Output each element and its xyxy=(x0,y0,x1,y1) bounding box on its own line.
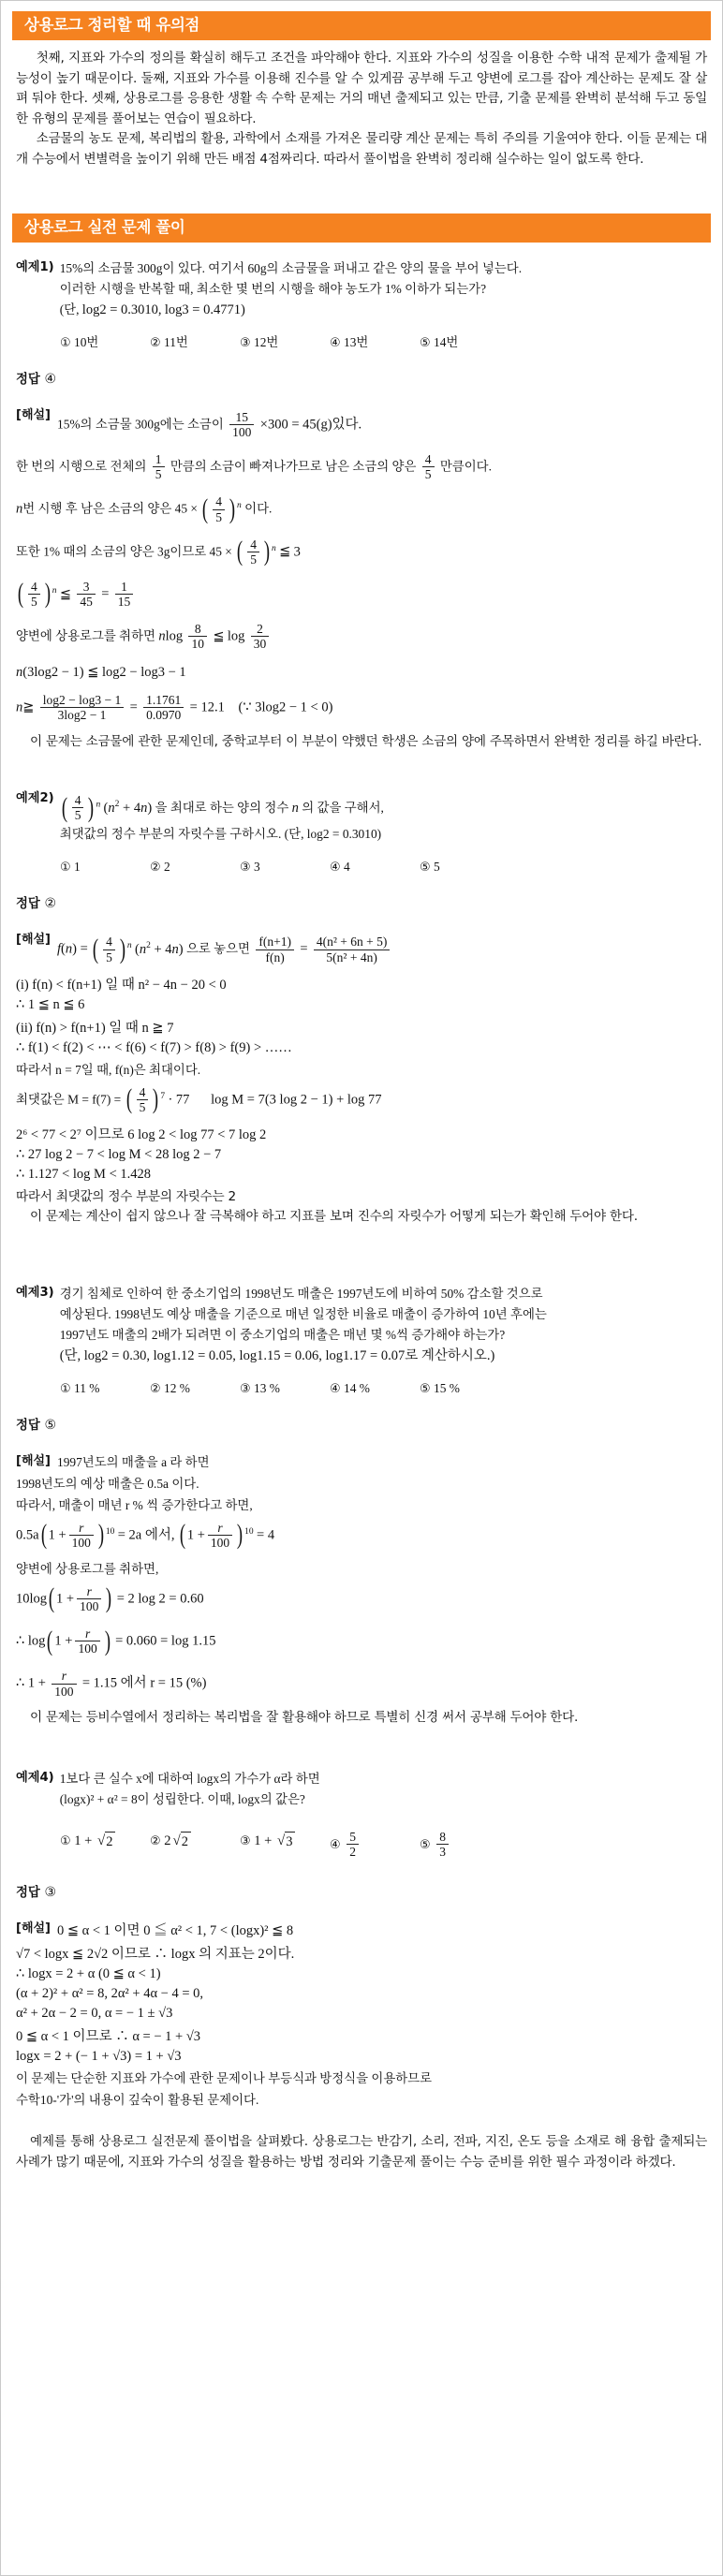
choice-item[interactable] xyxy=(60,333,150,353)
fraction-8-3: $\frac{8}{3}$ xyxy=(436,1830,449,1859)
choice-item[interactable]: ③ 1 + √3 xyxy=(240,1831,330,1860)
choice-item[interactable] xyxy=(240,1379,330,1399)
exponent-n: n xyxy=(237,501,242,511)
greater-equal-sign: ≧ xyxy=(22,700,35,715)
fraction-4-5: $\frac{4}{5}$ xyxy=(137,1085,149,1114)
example-2-sol-line-9: ∴ 27 log 2 − 7 < log M < 28 log 2 − 7 xyxy=(16,1146,222,1162)
choice-text: 3 xyxy=(254,860,260,875)
example-1-sol-line-4 xyxy=(16,532,707,574)
choice-text: 14번 xyxy=(434,335,459,349)
choice-text: 4 xyxy=(344,860,350,875)
sqrt-icon: √2 xyxy=(96,1831,115,1850)
example-4-sol-line-3: ∴ logx = 2 + α (0 ≦ α < 1) xyxy=(16,1966,161,1982)
sol-text: · 77 xyxy=(168,1092,190,1108)
choice-text: 14 % xyxy=(344,1380,370,1395)
fraction-log-expr: $\frac{\log 2 - \log 3 - 1}{3\log 2 - 1}$ xyxy=(40,693,124,722)
example-1-sol-line-5 xyxy=(16,574,707,616)
sol-text: 3 xyxy=(293,544,301,560)
choice-number: ③ xyxy=(240,336,251,350)
example-1-solution-label: [해설] xyxy=(16,408,51,422)
choice-text: 11 % xyxy=(74,1380,100,1395)
example-2-sol-line-6: 따라서 n = 7일 때, f(n)은 최대이다. xyxy=(16,1062,201,1077)
log-symbol: log xyxy=(227,628,245,644)
fraction-poly-ratio: $\frac{\text{4(n² + 6n + 5)}}{\text{5(n² + 4n)}}$ xyxy=(314,935,391,964)
example-2-line-2: 최댓값의 정수 부분의 자릿수를 구하시오. (단, log2 = 0.3010) xyxy=(59,827,382,842)
example-2-closing: 이 문제는 계산이 쉽지 않으나 잘 극복해야 하고 지표를 보며 진수의 자릿수가 어떻게 되는가 확인해 두어야 한다. xyxy=(29,1209,638,1225)
sol-text: ∴ log xyxy=(16,1633,46,1649)
sol-text: 10log xyxy=(16,1591,48,1607)
equals-sign: = xyxy=(101,586,110,602)
one-plus: 1 + xyxy=(56,1591,75,1607)
example-3-choices xyxy=(60,1379,707,1399)
choice-text: 13번 xyxy=(344,335,369,349)
variable-n: n xyxy=(16,700,23,715)
choice-text: 13 % xyxy=(254,1380,280,1395)
intro-paragraph-1: 첫째, 지표와 가수의 정의를 확실히 해두고 조건을 파악해야 한다. 지표와 가수의 성질을 이용한 수학 내적 문제가 출제될 가능성이 높기 때문이다. 둘째, 지표와 가수를 이용해 진수를 알 수 있게끔 공부해 두고 양변에 로그를 잡아 계산하는 문제도 잘 살펴 둬야 한다. 셋째, 상용로그를 응용한 생활 속 수학 문제는 거의 매년 출제되고 있는 만큼, 기출 문제를 완벽히 분석해 두고 동일한 유형의 문제를 풀어보는 연습이 필요하다. xyxy=(16,51,707,126)
choice-text: 15 % xyxy=(434,1380,460,1395)
right-paren: ) xyxy=(119,933,125,964)
fraction-1-15: $\frac{1}{15}$ xyxy=(115,580,134,609)
choice-item[interactable] xyxy=(330,1831,420,1860)
example-2-sol-line-7 xyxy=(16,1080,707,1122)
sol-text: ×300 = 45(g)있다. xyxy=(259,417,362,433)
example-1-line-3-prefix: (단, xyxy=(59,302,80,316)
example-4-choices xyxy=(60,1831,707,1860)
choice-number: ④ xyxy=(330,336,341,350)
choice-item[interactable] xyxy=(420,333,509,353)
example-2-label: 예제2) xyxy=(16,791,54,806)
sol-text: 0.5a xyxy=(16,1527,39,1543)
choice-number: ① xyxy=(60,861,71,876)
right-paren: ) xyxy=(153,1083,159,1115)
right-paren: ) xyxy=(88,791,95,823)
choice-item[interactable] xyxy=(420,1831,509,1860)
example-1 xyxy=(16,258,707,353)
example-4-sol-line-6: 0 ≦ α < 1 이므로 ∴ α = − 1 + √3 xyxy=(16,2029,201,2045)
choice-item[interactable]: ② 2 √2 xyxy=(150,1831,240,1860)
example-1-line-2: 이러한 시행을 반복할 때, 최소한 몇 번의 시행을 해야 농도가 1% 이하가 되는가? xyxy=(59,282,487,296)
fraction-1-5: $\frac{1}{5}$ xyxy=(153,452,165,481)
intro-paragraph-2: 소금물의 농도 문제, 복리법의 활용, 과학에서 소재를 가져온 물리량 계산 문제는 특히 주의를 기울여야 한다. 이들 문제는 대개 수능에서 변별력을 높이기 위해 만든 배점 4점짜리다. 따라서 풀이법을 완벽히 정리해 실수하는 일이 없도록 한다. xyxy=(16,131,707,167)
fraction-numeric: $\frac{1.1761}{0.0970}$ xyxy=(143,693,184,722)
example-3-answer xyxy=(16,1415,707,1433)
less-equal-sign xyxy=(60,587,71,602)
choice-number: ④ xyxy=(330,861,341,876)
less-equal-sign xyxy=(279,544,290,559)
choice-number: ③ xyxy=(240,1381,251,1396)
right-paren: ) xyxy=(104,1625,111,1656)
example-4-sol-line-8: 이 문제는 단순한 지표와 가수에 관한 문제이나 부등식과 방정식을 이용하므로 xyxy=(16,2071,433,2086)
choice-item[interactable] xyxy=(150,333,240,353)
left-paren: ( xyxy=(93,933,99,964)
example-3-sol-line-7 xyxy=(16,1621,707,1663)
left-paren: ( xyxy=(17,578,24,610)
example-2-sol-line-8: 2⁶ < 77 < 2⁷ 이므로 6 log 2 < log 77 < 7 log 2 xyxy=(16,1126,267,1142)
section-heading-title-2: 상용로그 실전 문제 풀이 xyxy=(24,218,185,237)
example-1-sol-line-3 xyxy=(16,489,707,531)
example-1-line-3 xyxy=(60,300,707,320)
example-2-sol-line-3: ∴ 1 ≦ n ≦ 6 xyxy=(16,996,85,1012)
sol-text: 번 시행 후 남은 소금의 양은 45 × xyxy=(22,502,198,517)
sol-text: = 4 xyxy=(257,1527,275,1543)
sol-text: 만큼이다. xyxy=(439,459,492,474)
example-2-solution xyxy=(16,929,707,1184)
variable-n: n xyxy=(16,502,23,518)
example-3-label: 예제3) xyxy=(16,1285,54,1300)
sol-text: = 0.060 = log 1.15 xyxy=(115,1633,216,1649)
section-heading-bar-1 xyxy=(12,11,711,40)
exponent-n: n xyxy=(126,941,132,951)
one-plus: 1 + xyxy=(48,1527,66,1543)
left-paren: ( xyxy=(47,1625,53,1656)
example-1-label: 예제1) xyxy=(16,260,54,274)
sol-text: 또한 1% 때의 소금의 양은 3g이므로 45 × xyxy=(16,544,232,559)
example-2-sol-line-5: ∴ f(1) < f(2) < ⋯ < f(6) < f(7) > f(8) > f(9) > …… xyxy=(16,1039,292,1055)
example-2-answer xyxy=(16,893,707,911)
choice-number: ② xyxy=(150,861,161,876)
example-1-answer xyxy=(16,369,707,387)
variable-n: n xyxy=(291,800,299,816)
choice-text: 5 xyxy=(434,860,440,875)
choice-number: ② xyxy=(150,1834,161,1849)
right-paren: ) xyxy=(237,1519,243,1551)
example-3-sol-line-1: 1997년도의 매출을 a 라 하면 xyxy=(57,1454,210,1469)
choice-text: 2 xyxy=(164,860,170,875)
example-1-solution xyxy=(16,405,707,730)
left-paren: ( xyxy=(125,1083,132,1115)
example-3-sol-line-2: 1998년도의 예상 매출은 0.5a 이다. xyxy=(16,1476,199,1491)
choice-text: 11번 xyxy=(164,335,188,349)
fraction-4-5: $\frac{4}{5}$ xyxy=(72,793,84,822)
sol-text: 최댓값은 M = f(7) = xyxy=(16,1092,122,1107)
sol-text: log M = 7(3 log 2 − 1) + log 77 xyxy=(211,1092,382,1108)
example-3-sol-line-6 xyxy=(16,1579,707,1621)
fraction-r-100: $\frac{r}{100}$ xyxy=(208,1521,232,1550)
example-4-solution-label: [해설] xyxy=(16,1921,51,1936)
fraction-8-10: $\frac{8}{10}$ xyxy=(188,622,207,651)
example-3-line-3: 1997년도 매출의 2배가 되려면 이 중소기업의 매출은 매년 몇 %씩 증가해야 하는가? xyxy=(59,1327,506,1342)
fraction-4-5: $\frac{4}{5}$ xyxy=(28,580,40,609)
choice-item[interactable] xyxy=(330,858,420,877)
section-heading-title-1: 상용로그 정리할 때 유의점 xyxy=(24,16,199,35)
example-2-sol-line-10: ∴ 1.127 < log M < 1.428 xyxy=(16,1166,152,1182)
example-2-sol-line-4: (ii) f(n) > f(n+1) 일 때 n ≧ 7 xyxy=(16,1020,174,1036)
left-paren: ( xyxy=(40,1519,47,1551)
example-2-solution-label: [해설] xyxy=(16,933,51,948)
example-3-line-1: 경기 침체로 인하여 한 중소기업의 1998년도 매출은 1997년도에 비하여 50% 감소할 것으로 xyxy=(59,1286,543,1301)
fraction-4-5: $\frac{4}{5}$ xyxy=(103,935,115,964)
example-1-sol-line-7 xyxy=(16,658,707,687)
choice-number: ② xyxy=(150,1381,161,1396)
equals-sign: = xyxy=(300,942,308,958)
choice-text: 12번 xyxy=(254,335,279,349)
choice-item[interactable] xyxy=(420,858,509,877)
choice-item[interactable] xyxy=(60,858,150,877)
example-3-closing: 이 문제는 등비수열에서 정리하는 복리법을 잘 활용해야 하므로 특별히 신경 써서 공부해 두어야 한다. xyxy=(29,1709,579,1725)
left-paren: ( xyxy=(202,493,209,524)
sol-text: 만큼의 소금이 빠져나가므로 남은 소금의 양은 xyxy=(170,459,417,474)
choice-number: ① xyxy=(60,1381,71,1396)
section-heading-bar-2 xyxy=(12,213,711,243)
example-4-label: 예제4) xyxy=(16,1771,54,1786)
exponent-10: 10 xyxy=(105,1527,115,1538)
example-2-sol-line-2: (i) f(n) < f(n+1) 일 때 n² − 4n − 20 < 0 xyxy=(16,977,227,993)
example-4-sol-line-7: logx = 2 + (− 1 + √3) = 1 + √3 xyxy=(16,2049,182,2065)
example-4-line-2: (logx)² + α² = 8이 성립한다. 이때, logx의 값은? xyxy=(59,1792,305,1807)
example-2 xyxy=(16,789,707,877)
choice-number: ③ xyxy=(240,861,251,876)
example-1-log3: log3 = 0.4771) xyxy=(164,302,245,317)
sol-text: = 2 log 2 = 0.60 xyxy=(116,1591,204,1607)
exponent-10: 10 xyxy=(244,1527,254,1538)
log-symbol: log xyxy=(165,628,184,644)
left-paren: ( xyxy=(179,1519,185,1551)
example-3-line-2: 예상된다. 1998년도 예상 매출을 기준으로 매년 일정한 비율로 매출이 증가하여 10년 후에는 xyxy=(59,1306,547,1321)
fraction-2-30: $\frac{2}{30}$ xyxy=(251,622,270,651)
choice-item[interactable] xyxy=(330,1379,420,1399)
example-4-answer xyxy=(16,1882,707,1900)
choice-item[interactable] xyxy=(240,858,330,877)
sol-text: (3log2 − 1) ≦ log2 − log3 − 1 xyxy=(22,665,186,681)
fraction-3-45: $\frac{3}{45}$ xyxy=(77,580,96,609)
example-1-sol-line-1 xyxy=(57,405,707,447)
answer-value: ④ xyxy=(44,372,57,387)
example-4-sol-line-2: √7 < logx ≦ 2√2 이므로 ∴ logx 의 지표는 2이다. xyxy=(16,1947,295,1963)
example-4 xyxy=(16,1769,707,1860)
answer-label: 정답 xyxy=(16,1418,40,1433)
example-3-solution xyxy=(16,1450,707,1706)
example-2-sol-line-11: 따라서 최댓값의 정수 부분의 자릿수는 2 xyxy=(16,1188,236,1204)
sol-text: 양변에 상용로그를 취하면 xyxy=(16,628,155,643)
example-3-sol-line-5: 양변에 상용로그를 취하면, xyxy=(16,1562,159,1577)
example-2-line-1 xyxy=(60,789,707,824)
sqrt-icon: √3 xyxy=(275,1831,295,1850)
fraction-r-100: $\frac{r}{100}$ xyxy=(77,1584,101,1613)
example-3 xyxy=(16,1284,707,1399)
choice-item[interactable] xyxy=(330,333,420,353)
example-1-sol-line-8 xyxy=(16,687,707,729)
choice-item[interactable] xyxy=(60,1379,150,1399)
example-4-sol-line-1: 0 ≦ α < 1 이면 0 ≦ α² < 1, 7 < (logx)² ≦ 8 xyxy=(57,1923,294,1939)
left-paren: ( xyxy=(48,1582,55,1614)
choice-number: ⑤ xyxy=(420,1838,431,1853)
sol-text: = 1.15 에서 r = 15 (%) xyxy=(81,1676,207,1692)
sol-text: = 2a 에서, xyxy=(117,1527,175,1543)
equals-sign: = xyxy=(129,700,138,715)
answer-label: 정답 xyxy=(16,1886,40,1901)
choice-number: ② xyxy=(150,336,161,350)
sol-text: 의 값을 구해서, xyxy=(302,800,384,815)
example-2-choices xyxy=(60,858,707,877)
choice-number: ④ xyxy=(330,1838,341,1853)
example-4-line-1: 1보다 큰 실수 x에 대하여 logx의 가수가 α라 하면 xyxy=(59,1772,320,1787)
example-3-sol-line-8 xyxy=(16,1663,707,1705)
choice-text: 10번 xyxy=(74,335,99,349)
choice-item[interactable]: ① 1 + √2 xyxy=(60,1831,150,1860)
choice-item[interactable] xyxy=(420,1379,509,1399)
polynomial: $(n^2 + 4n)$ xyxy=(103,800,153,816)
choice-item[interactable] xyxy=(240,333,330,353)
choice-number: ⑤ xyxy=(420,1381,431,1396)
sqrt-icon: √2 xyxy=(171,1831,191,1850)
choice-number: ⑤ xyxy=(420,861,431,876)
example-1-closing: 이 문제는 소금물에 관한 문제인데, 중학교부터 이 부분이 약했던 학생은 소금의 양에 주목하면서 완벽한 정리를 하길 바란다. xyxy=(29,733,702,749)
sol-text: ∴ 1 + xyxy=(16,1676,46,1692)
answer-value: ⑤ xyxy=(44,1417,57,1433)
fraction-r-100: $\frac{r}{100}$ xyxy=(69,1521,94,1550)
sol-text: 으로 놓으면 xyxy=(185,942,250,957)
example-1-sol-line-2 xyxy=(16,447,707,489)
example-4-sol-line-9: 수학10-'가'의 내용이 깊숙이 활용된 문제이다. xyxy=(16,2093,259,2108)
right-paren: ) xyxy=(97,1519,104,1551)
right-paren: ) xyxy=(263,536,271,567)
polynomial: $(n^2 + 4n)$ xyxy=(134,941,184,958)
choice-text: 1 xyxy=(74,860,81,875)
choice-number: ⑤ xyxy=(420,336,431,350)
example-3-line-4: (단, log2 = 0.30, log1.12 = 0.05, log1.15 = 0.06, log1.17 = 0.07로 계산하시오.) xyxy=(59,1347,495,1363)
example-3-sol-line-4 xyxy=(16,1515,707,1557)
exponent-7: 7 xyxy=(160,1091,166,1101)
example-1-choices xyxy=(60,333,707,353)
sol-text: 15%의 소금물 300g에는 소금이 xyxy=(57,417,224,432)
choice-number: ④ xyxy=(330,1381,341,1396)
sol-text: 이다. xyxy=(244,502,273,517)
right-paren: ) xyxy=(44,578,51,610)
choice-number: ③ xyxy=(240,1834,251,1849)
answer-value: ② xyxy=(44,896,57,912)
one-plus: 1 + xyxy=(186,1527,205,1543)
left-paren: ( xyxy=(237,536,243,567)
exponent-n: n xyxy=(271,543,276,553)
right-paren: ) xyxy=(229,493,236,524)
example-3-solution-label: [해설] xyxy=(16,1453,51,1468)
example-1-log2: log2 = 0.3010, xyxy=(81,302,162,317)
example-1-line-1: 15%의 소금물 300g이 있다. 여기서 60g의 소금물을 퍼내고 같은 양의 물을 부어 넣는다. xyxy=(59,261,523,275)
final-paragraph: 예제를 통해 상용로그 실전문제 풀이법을 살펴봤다. 상용로그는 반감기, 소리, 전파, 지진, 온도 등을 소재로 해 융합 출제되는 사례가 많기 때문에, 지표와 가수의 성질을 활용하는 방법 정리와 기출문제 풀이는 수능 준비를 위한 필수 과정이라 하겠다. xyxy=(16,2134,707,2170)
choice-text: 12 % xyxy=(164,1380,190,1395)
variable-n: n xyxy=(158,628,166,644)
fraction-f-ratio: $\frac{f(n+1)}{f(n)}$ xyxy=(256,935,294,964)
choice-item[interactable] xyxy=(150,858,240,877)
fraction-15-100: $\frac{15}{100}$ xyxy=(229,410,254,439)
fraction-4-5: $\frac{4}{5}$ xyxy=(247,537,259,567)
one-plus: 1 + xyxy=(54,1633,73,1649)
answer-value: ③ xyxy=(44,1885,57,1901)
right-paren: ) xyxy=(106,1582,112,1614)
function-f-of-n: f(n) = xyxy=(57,942,88,958)
sol-text: 을 최대로 하는 양의 정수 xyxy=(155,800,289,815)
example-4-sol-line-4: (α + 2)² + α² = 8, 2α² + 4α − 4 = 0, xyxy=(16,1986,204,2002)
fraction-4-5: $\frac{4}{5}$ xyxy=(422,452,435,481)
answer-label: 정답 xyxy=(16,897,40,912)
intro-paragraphs xyxy=(1,49,722,169)
fraction-r-100: $\frac{r}{100}$ xyxy=(52,1669,76,1698)
fraction-r-100: $\frac{r}{100}$ xyxy=(75,1627,99,1656)
sol-text: = 12.1 xyxy=(189,700,225,715)
left-paren: ( xyxy=(61,791,67,823)
example-3-sol-line-3: 따라서, 매출이 매년 r % 씩 증가한다고 하면, xyxy=(16,1497,253,1512)
sol-note: (∵ 3log2 − 1 < 0) xyxy=(238,700,333,715)
example-1-sol-line-6 xyxy=(16,616,707,658)
variable-n: n xyxy=(16,665,23,681)
answer-label: 정답 xyxy=(16,373,40,387)
choice-item[interactable] xyxy=(150,1379,240,1399)
choice-number: ① xyxy=(60,336,71,350)
example-2-sol-line-1 xyxy=(57,929,707,971)
example-4-solution xyxy=(16,1918,707,2110)
fraction-4-5: $\frac{4}{5}$ xyxy=(213,494,225,523)
fraction-5-2: $\frac{5}{2}$ xyxy=(347,1830,359,1859)
sol-text: 한 번의 시행으로 전체의 xyxy=(16,459,147,474)
exponent-n: n xyxy=(52,586,57,596)
exponent-n: n xyxy=(96,800,101,810)
example-4-sol-line-5: α² + 2α − 2 = 0, α = − 1 ± √3 xyxy=(16,2006,173,2022)
choice-number: ① xyxy=(60,1834,71,1849)
less-equal-sign xyxy=(213,629,224,644)
